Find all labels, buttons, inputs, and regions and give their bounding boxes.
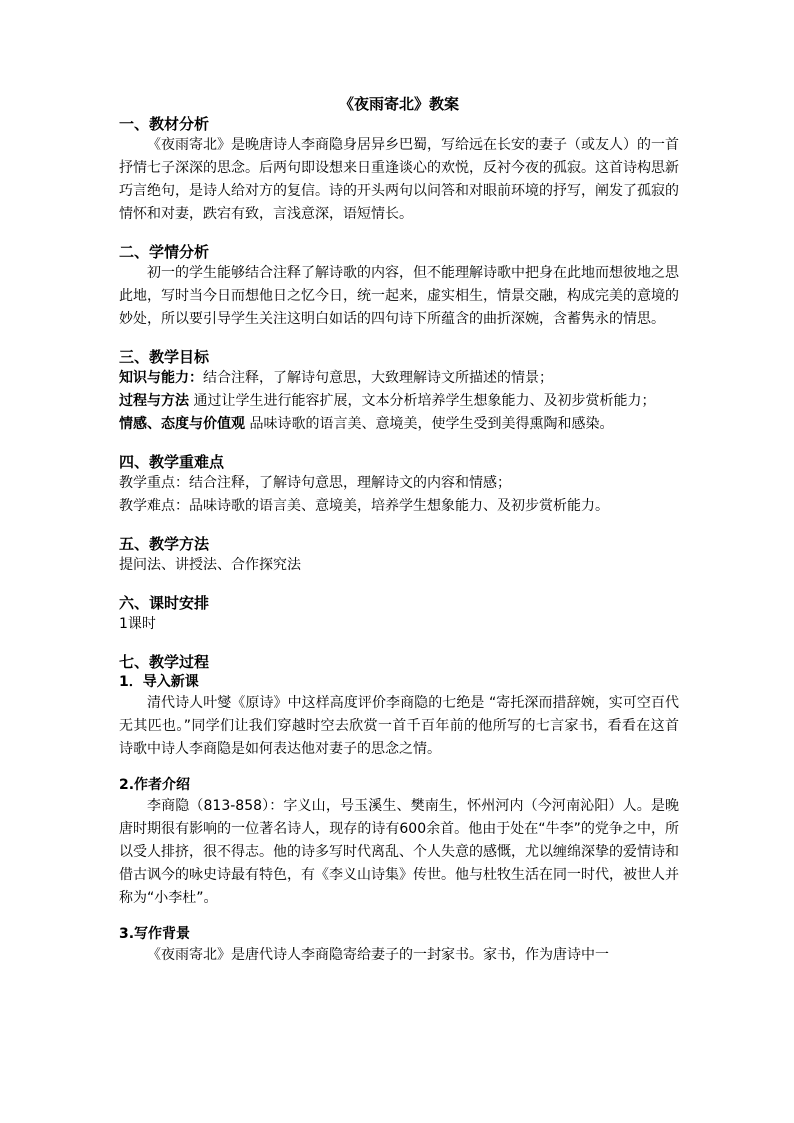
key-point-line: 教学重点：结合注释，了解诗句意思，理解诗文的内容和情感； xyxy=(119,475,511,491)
goal-process-method xyxy=(119,390,679,413)
goal-text: 通过让学生进行能容扩展，文本分析培养学生想象能力、及初步赏析能力； xyxy=(189,393,656,409)
document-title: 《夜雨寄北》教案 xyxy=(338,95,459,113)
goal-label: 情感、态度与价值观 xyxy=(119,416,245,432)
teaching-methods-line: 提问法、讲授法、合作探究法 xyxy=(119,557,301,573)
section-heading-teaching-process: 七、教学过程 xyxy=(119,653,210,671)
goal-emotion-values xyxy=(119,413,679,436)
goal-label: 过程与方法 xyxy=(119,393,189,409)
document-page xyxy=(119,94,679,967)
goal-text: 结合注释，了解诗句意思，大致理解诗文所描述的情景； xyxy=(203,370,553,386)
section-heading-student-analysis: 二、学情分析 xyxy=(119,243,210,261)
paragraph-author: 李商隐（813-858）：字义山，号玉溪生、樊南生，怀州河内（今河南沁阳）人。是晚唐时期很有影响的一位著名诗人，现存的诗有600余首。他由于处在“牛李”的党争之中，所以受人排挤，很不得志。他的诗多写时代离乱、个人失意的感慨，尤以缠绵深挚的爱情诗和借古讽今的咏史诗最有特色，有《李义山诗集》传世。他与杜牧生活在同一时代，被世人并称为“小李杜”。 xyxy=(119,798,679,906)
goal-knowledge-ability xyxy=(119,367,679,390)
section-heading-teaching-goals: 三、教学目标 xyxy=(119,348,210,366)
difficult-point-line: 教学难点：品味诗歌的语言美、意境美，培养学生想象能力、及初步赏析能力。 xyxy=(119,498,609,514)
paragraph-textbook-analysis: 《夜雨寄北》是晚唐诗人李商隐身居异乡巴蜀，写给远在长安的妻子（或友人）的一首抒情七子深深的思念。后两句即设想来日重逢谈心的欢悦，反衬今夜的孤寂。这首诗构思新巧言绝句，是诗人给对方的复信。诗的开头两句以问答和对眼前环境的抒写，阐发了孤寂的情怀和对妻，跌宕有致，言浅意深，语短情长。 xyxy=(119,137,679,222)
subsection-heading-author: 2.作者介绍 xyxy=(119,777,191,793)
paragraph-introduction: 清代诗人叶燮《原诗》中这样高度评价李商隐的七绝是 “寄托深而措辞婉，实可空百代无其匹也。”同学们让我们穿越时空去欣赏一首千百年前的他所写的七言家书，看看在这首诗歌中诗人李商隐是如何表达他对妻子的思念之情。 xyxy=(119,695,679,757)
subsection-heading-background: 3.写作背景 xyxy=(119,926,191,942)
paragraph-student-analysis: 初一的学生能够结合注释了解诗歌的内容，但不能理解诗歌中把身在此地而想彼地之思此地，写时当今日而想他日之忆今日，统一起来，虚实相生，情景交融，构成完美的意境的妙处，所以要引导学生关注这明白如话的四句诗下所蕴含的曲折深婉，含蓄隽永的情思。 xyxy=(119,265,679,327)
section-heading-schedule: 六、课时安排 xyxy=(119,594,210,612)
paragraph-background: 《夜雨寄北》是唐代诗人李商隐寄给妻子的一封家书。家书，作为唐诗中一 xyxy=(147,947,609,963)
section-heading-textbook-analysis: 一、教材分析 xyxy=(119,115,210,133)
section-heading-key-points: 四、教学重难点 xyxy=(119,453,225,471)
schedule-line: 1课时 xyxy=(119,616,156,632)
goal-text: 品味诗歌的语言美、意境美，使学生受到美得熏陶和感染。 xyxy=(245,416,614,432)
subsection-heading-introduction: 1．导入新课 xyxy=(119,674,199,690)
section-heading-teaching-methods: 五、教学方法 xyxy=(119,535,210,553)
goal-label: 知识与能力： xyxy=(119,370,203,386)
